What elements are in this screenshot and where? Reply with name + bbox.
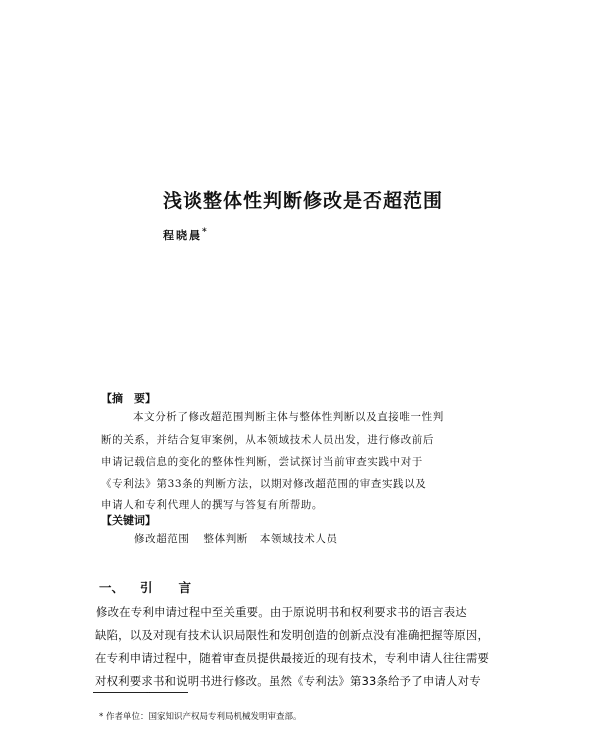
section-title-char: 言	[178, 580, 192, 595]
keyword: 修改超范围	[134, 533, 190, 545]
abstract-line: 申请记载信息的变化的整体性判断，尝试探讨当前审查实践中对于	[101, 456, 423, 468]
abstract-line: 断的关系，并结合复审案例，从本领域技术人员出发，进行修改前后	[101, 434, 434, 446]
author-footnote-mark: *	[202, 227, 209, 238]
body-line: 修改在专利申请过程中至关重要。由于原说明书和权利要求书的语言表达	[96, 605, 467, 619]
keywords-list	[134, 531, 338, 546]
abstract-line: 申请人和专利代理人的撰写与答复有所帮助。	[101, 499, 323, 511]
abstract-line: 本文分析了修改超范围判断主体与整体性判断以及直接唯一性判	[133, 411, 444, 423]
body-line: 对权利要求书和说明书进行修改。虽然《专利法》第33条给予了申请人对专	[95, 674, 481, 688]
section-heading	[99, 578, 191, 596]
keyword: 整体判断	[203, 533, 248, 545]
body-line: 缺陷，以及对现有技术认识局限性和发明创造的创新点没有准确把握等原因，	[95, 628, 490, 642]
footnote-divider-mark: ‥	[146, 687, 151, 695]
footnote: * 作者单位：国家知识产权局专利局机械发明审查部。	[99, 712, 302, 722]
abstract-heading: 【摘 要】	[101, 392, 156, 405]
body-line: 在专利申请过程中，随着审查员提供最接近的现有技术，专利申请人往往需要	[95, 651, 490, 665]
keyword: 本领域技术人员	[259, 533, 338, 545]
page-title: 浅谈整体性判断修改是否超范围	[163, 190, 444, 212]
section-number: 一、	[99, 580, 125, 595]
keywords-heading: 【关键词】	[101, 514, 156, 527]
section-title-char: 引	[140, 580, 153, 595]
author-line	[163, 227, 209, 243]
footnote-divider	[93, 692, 188, 693]
author-name: 程晓晨	[163, 229, 202, 242]
abstract-line: 《专利法》第33条的判断方法，以期对修改超范围的审查实践以及	[101, 478, 427, 490]
